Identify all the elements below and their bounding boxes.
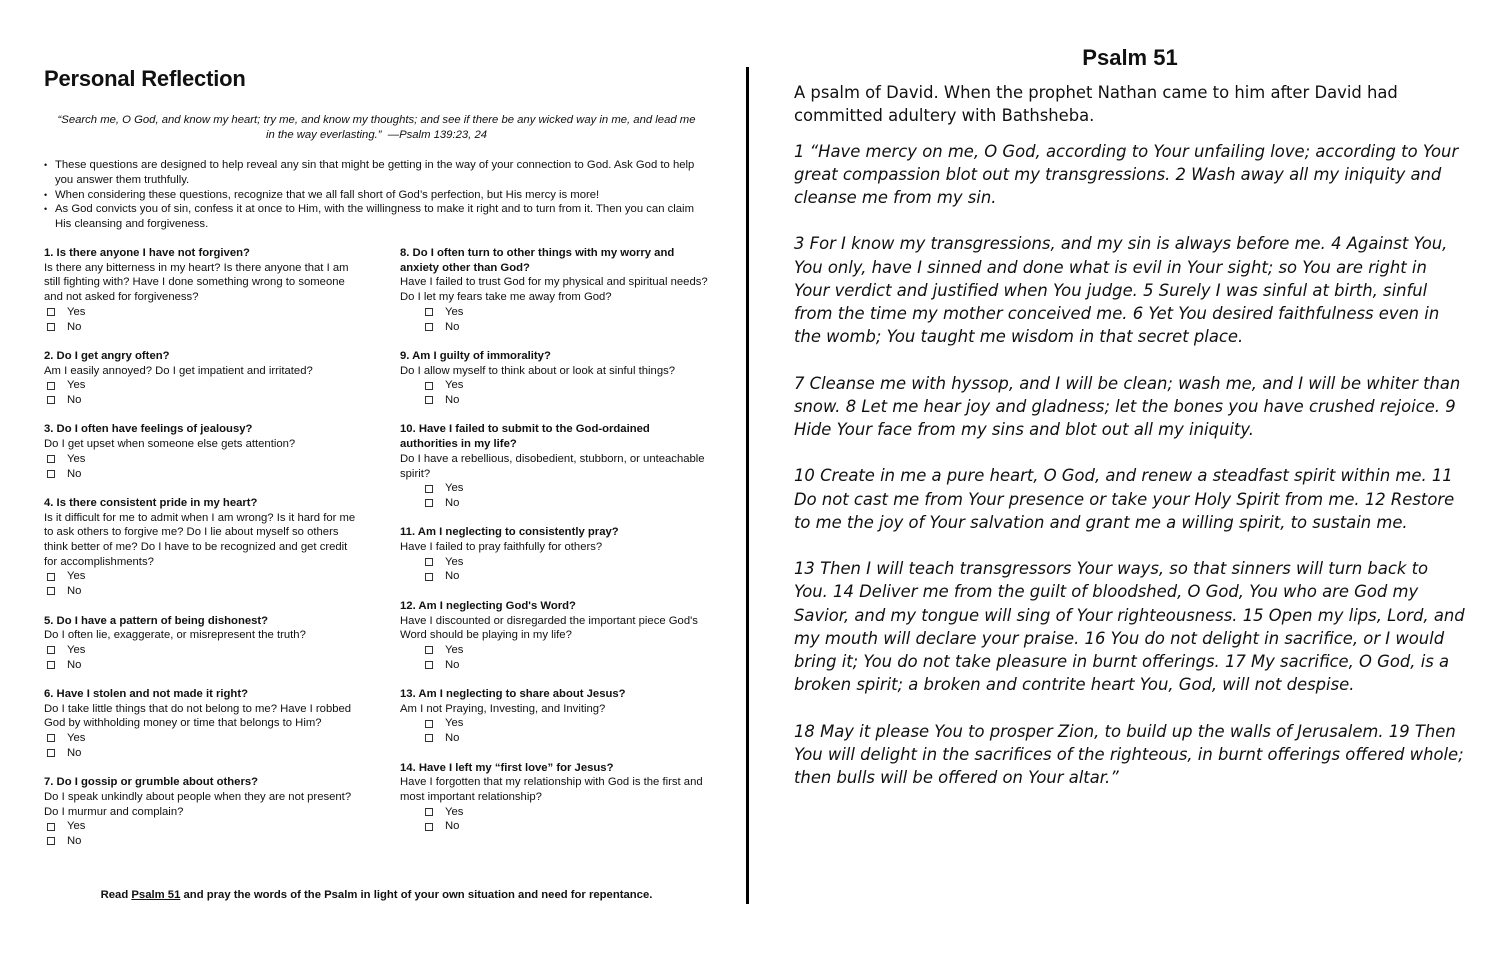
- checkbox-icon[interactable]: [47, 455, 55, 463]
- checkbox-icon[interactable]: [47, 837, 55, 845]
- no-option[interactable]: No: [44, 393, 356, 408]
- questions-column-left: [44, 246, 356, 863]
- question-body: Do I take little things that do not belong to me? Have I robbed God by withholding money or time that belongs to Him?: [44, 702, 352, 730]
- no-option[interactable]: No: [400, 658, 710, 673]
- no-option[interactable]: No: [400, 731, 710, 746]
- checkbox-icon[interactable]: [47, 749, 55, 757]
- question-title: 10. Have I failed to submit to the God-ordained authorities in my life?: [400, 423, 650, 451]
- no-option[interactable]: No: [400, 496, 710, 511]
- question-body: Do I often lie, exaggerate, or misrepresent the truth?: [44, 629, 306, 642]
- yes-option[interactable]: Yes: [44, 378, 356, 393]
- psalm-intro: A psalm of David. When the prophet Nathan came to him after David had committed adultery with Bathsheba.: [794, 83, 1398, 126]
- question-title: 4. Is there consistent pride in my heart?: [44, 496, 258, 509]
- page-title: Personal Reflection: [44, 66, 246, 91]
- yes-option[interactable]: Yes: [44, 452, 356, 467]
- checkbox-icon[interactable]: [47, 734, 55, 742]
- checkbox-icon[interactable]: [425, 323, 433, 331]
- question-title: 5. Do I have a pattern of being dishonest?: [44, 614, 269, 627]
- checkbox-icon[interactable]: [47, 470, 55, 478]
- question-8: [400, 246, 710, 334]
- no-option[interactable]: No: [44, 746, 356, 761]
- yes-option[interactable]: Yes: [400, 555, 710, 570]
- verse-paragraph: 18 May it please You to prosper Zion, to build up the walls of Jerusalem. 19 Then You will delight in the sacrifices of the righteous, in burnt offerings offered whole; then bulls will be offered on Your altar.”: [794, 721, 1464, 788]
- questions-column-right: [400, 246, 710, 849]
- checkbox-icon[interactable]: [47, 308, 55, 316]
- question-body: Do I get upset when someone else gets attention?: [44, 438, 296, 451]
- footer-instruction: Read Psalm 51 and pray the words of the Psalm in light of your own situation and need for repentance.: [100, 889, 653, 901]
- verse-paragraph: 7 Cleanse me with hyssop, and I will be clean; wash me, and I will be whiter than snow. 8 Let me hear joy and gladness; let the bones you have crushed rejoice. 9 Hide Your face from my sins and blot out all my iniquity.: [794, 373, 1461, 440]
- no-option[interactable]: No: [400, 819, 710, 834]
- yes-option[interactable]: Yes: [44, 731, 356, 746]
- yes-option[interactable]: Yes: [44, 305, 356, 320]
- checkbox-icon[interactable]: [47, 661, 55, 669]
- checkbox-icon[interactable]: [425, 573, 433, 581]
- scripture-quote: [44, 113, 709, 143]
- question-6: [44, 687, 356, 761]
- question-title: 13. Am I neglecting to share about Jesus?: [400, 688, 626, 700]
- reflection-panel: [44, 66, 709, 876]
- verse-paragraph: 10 Create in me a pure heart, O God, and renew a steadfast spirit within me. 11 Do not cast me from Your presence or take your Holy Spirit from me. 12 Restore to me the joy of Your salvation and grant me a willing spirit, to sustain me.: [794, 466, 1455, 532]
- checkbox-icon[interactable]: [47, 396, 55, 404]
- question-title: 8. Do I often turn to other things with my worry and anxiety other than God?: [400, 246, 675, 274]
- question-title: 9. Am I guilty of immorality?: [400, 349, 551, 362]
- checkbox-icon[interactable]: [425, 499, 433, 507]
- checkbox-icon[interactable]: [425, 823, 433, 831]
- yes-option[interactable]: Yes: [400, 716, 710, 731]
- question-body: Have I forgotten that my relationship with God is the first and most important relationship?: [400, 776, 703, 803]
- question-body: Am I easily annoyed? Do I get impatient and irritated?: [44, 364, 313, 377]
- question-body: Have I failed to pray faithfully for others?: [400, 541, 603, 553]
- question-title: 12. Am I neglecting God's Word?: [400, 599, 576, 612]
- yes-option[interactable]: Yes: [400, 305, 710, 320]
- checkbox-icon[interactable]: [425, 720, 433, 728]
- no-option[interactable]: No: [44, 467, 356, 482]
- question-4: [44, 496, 356, 599]
- no-option[interactable]: No: [44, 658, 356, 673]
- question-5: [44, 614, 356, 673]
- question-title: 14. Have I left my “first love” for Jesus?: [400, 761, 614, 774]
- checkbox-icon[interactable]: [425, 734, 433, 742]
- checkbox-icon[interactable]: [425, 396, 433, 404]
- psalm-title: Psalm 51: [1082, 45, 1178, 70]
- verse-paragraph: 1 “Have mercy on me, O God, according to Your unfailing love; according to Your great compassion blot out my transgressions. 2 Wash away all my iniquity and cleanse me from my sin.: [794, 141, 1459, 208]
- instruction-item: • As God convicts you of sin, confess it at once to Him, with the willingness to make it right and to turn from it. Then you can claim His cleansing and forgiveness.: [44, 202, 709, 232]
- vertical-divider: [746, 67, 749, 904]
- question-title: 3. Do I often have feelings of jealousy?: [44, 423, 253, 436]
- question-body: Am I not Praying, Investing, and Inviting?: [400, 702, 606, 715]
- question-10: [400, 422, 710, 510]
- no-option[interactable]: No: [44, 584, 356, 599]
- psalm-panel: [794, 46, 1466, 812]
- checkbox-icon[interactable]: [47, 573, 55, 581]
- question-body: Have I failed to trust God for my physical and spiritual needs? Do I let my fears take me away from God?: [400, 276, 708, 304]
- question-body: Is there any bitterness in my heart? Is there anyone that I am still fighting with? Have I done something wrong to someone and not asked for forgiveness?: [44, 261, 349, 304]
- psalm-51-link[interactable]: Psalm 51: [131, 889, 181, 901]
- checkbox-icon[interactable]: [47, 323, 55, 331]
- question-title: 1. Is there anyone I have not forgiven?: [44, 246, 250, 259]
- no-option[interactable]: No: [44, 834, 356, 849]
- checkbox-icon[interactable]: [47, 382, 55, 390]
- question-title: 2. Do I get angry often?: [44, 349, 170, 362]
- question-body: Is it difficult for me to admit when I am wrong? Is it hard for me to ask others to forgive me? Do I lie about myself so others think better of me? Do I have to be recognized and get credit for accomplishments?: [44, 511, 356, 568]
- question-9: [400, 349, 710, 408]
- no-option[interactable]: No: [400, 569, 710, 584]
- question-title: 7. Do I gossip or grumble about others?: [44, 776, 259, 789]
- question-1: [44, 246, 356, 334]
- no-option[interactable]: No: [400, 393, 710, 408]
- question-12: [400, 599, 710, 673]
- checkbox-icon[interactable]: [47, 587, 55, 595]
- instruction-item: • When considering these questions, recognize that we all fall short of God’s perfection, but His mercy is more!: [44, 188, 709, 203]
- quote-text: “Search me, O God, and know my heart; try me, and know my thoughts; and see if there be any wicked way in me, and lead me in the way everlasting.”: [57, 114, 696, 141]
- verse-paragraph: 3 For I know my transgressions, and my sin is always before me. 4 Against You, You only, have I sinned and done what is evil in Your sight; so You are right in Your verdict and justified when You judge. 5 Surely I was sinful at birth, sinful from the time my mother conceived me. 6 Yet You desired faithfulness even in the womb; You taught me wisdom in that secret place.: [794, 234, 1448, 347]
- question-body: Do I allow myself to think about or look at sinful things?: [400, 364, 676, 377]
- checkbox-icon[interactable]: [425, 485, 433, 493]
- checkbox-icon[interactable]: [425, 661, 433, 669]
- checkbox-icon[interactable]: [425, 808, 433, 816]
- question-7: [44, 775, 356, 849]
- instruction-list: [44, 158, 709, 232]
- checkbox-icon[interactable]: [425, 382, 433, 390]
- question-title: 6. Have I stolen and not made it right?: [44, 688, 249, 700]
- yes-option[interactable]: Yes: [400, 378, 710, 393]
- no-option[interactable]: No: [44, 320, 356, 335]
- question-3: [44, 422, 356, 481]
- question-body: Do I speak unkindly about people when they are not present? Do I murmur and complain?: [44, 790, 352, 818]
- yes-option[interactable]: Yes: [400, 481, 710, 496]
- quote-reference: —Psalm 139:23, 24: [387, 129, 488, 141]
- checkbox-icon[interactable]: [47, 646, 55, 654]
- question-11: [400, 525, 710, 584]
- question-title: 11. Am I neglecting to consistently pray?: [400, 526, 619, 539]
- instruction-item: • These questions are designed to help reveal any sin that might be getting in the way of your connection to God. Ask God to help you answer them truthfully.: [44, 158, 709, 188]
- yes-option[interactable]: Yes: [44, 643, 356, 658]
- checkbox-icon[interactable]: [425, 558, 433, 566]
- yes-option[interactable]: Yes: [44, 819, 356, 834]
- yes-option[interactable]: Yes: [44, 569, 356, 584]
- question-13: [400, 687, 710, 746]
- question-body: Have I discounted or disregarded the important piece God's Word should be playing in my life?: [400, 614, 698, 642]
- questions-area: [44, 246, 709, 876]
- checkbox-icon[interactable]: [47, 823, 55, 831]
- checkbox-icon[interactable]: [425, 308, 433, 316]
- yes-option[interactable]: Yes: [400, 805, 710, 820]
- yes-option[interactable]: Yes: [400, 643, 710, 658]
- no-option[interactable]: No: [400, 320, 710, 335]
- verse-paragraph: 13 Then I will teach transgressors Your ways, so that sinners will turn back to You. 14 Deliver me from the guilt of bloodshed, O God, You who are God my Savior, and my tongue will sing of Your righteousness. 15 Open my lips, Lord, and my mouth will declare your praise. 16 You do not delight in sacrifice, or I would bring it; You do not take pleasure in burnt offerings. 17 My sacrifice, O God, is a broken spirit; a broken and contrite heart You, God, will not despise.: [794, 559, 1465, 695]
- question-2: [44, 349, 356, 408]
- question-14: [400, 761, 710, 835]
- checkbox-icon[interactable]: [425, 646, 433, 654]
- question-body: Do I have a rebellious, disobedient, stubborn, or unteachable spirit?: [400, 452, 705, 480]
